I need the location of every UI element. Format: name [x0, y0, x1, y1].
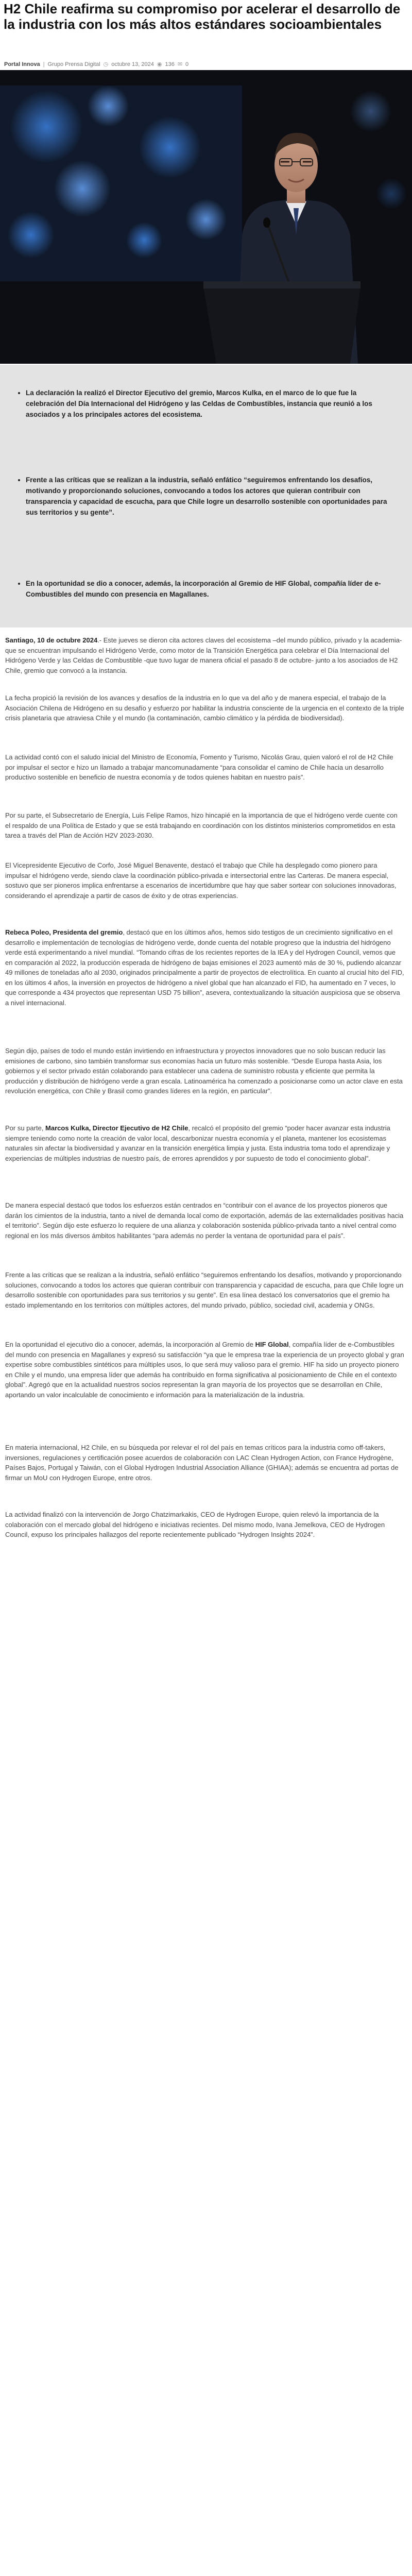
highlight-box [0, 365, 412, 442]
speaker-name: Rebeca Poleo, Presidenta del gremio [5, 928, 123, 936]
bokeh-light [54, 160, 111, 217]
highlight-item: • Frente a las críticas que se realizan a la industria, señaló enfático “seguiremos enfrentando los desafíos, motivando y proporcionando soluciones, convocando a todos los actores que quieran contribuir con transparencia y capacidad de escucha, para que Chile logre un desarrollo sostenible con oportunidades para sus territorios y su gente”. [26, 474, 391, 518]
body-paragraph: Por su parte, el Subsecretario de Energía, Luis Felipe Ramos, hizo hincapié en la importancia de que el hidrógeno verde cuente con el respaldo de una Política de Estado y que se está trabajando en coordinación con los distintos ministerios comprometidos en esta tarea a través del Plan de Acción H2V 2023-2030. [5, 811, 398, 839]
comment-icon[interactable]: ✉ [177, 61, 183, 67]
meta-separator: | [43, 61, 45, 67]
bokeh-light [185, 199, 227, 240]
publish-date: octubre 13, 2024 [111, 61, 154, 67]
author-link[interactable]: Portal Innova [4, 61, 40, 67]
body-paragraph: En la oportunidad el ejecutivo dio a conocer, además, la incorporación al Gremio de HIF Global, compañía líder de e-Combustibles del mundo con presencia en Magallanes y expresó su satisfacción “ya que le empresa trae la experiencia de un proyecto global y gran expertise sobre combustibles sintéticos para múltiples usos, lo que será muy valioso para el gremio. HIF ha sido un proyecto pionero en Chile y el mundo, una empresa líder que además ha contribuido en forma significativa al posicionamiento de Chile en el contexto global”. Agregó que en la actualidad nuestros socios representan la gran mayoría de los proyectos que se desarrollan en Chile, aportando un valor incalculable de conocimiento e información para la materialización de la industria. [5, 1341, 404, 1399]
bokeh-light [10, 91, 82, 163]
company-name: HIF Global [255, 1341, 289, 1348]
bokeh-light [126, 222, 162, 258]
body-paragraph: La actividad finalizó con la intervención de Jorgo Chatzimarkakis, CEO de Hydrogen Europe, quien relevó la importancia de la colaboración con el mercado global del hidrógeno e iniciativas recientes. Del mismo modo, Ivana Jemelkova, CEO de Hydrogen Council, expuso los principales hallazgos del reporte recientemente publicado “Hydrogen Insights 2024”. [5, 1511, 385, 1538]
comment-count[interactable]: 0 [185, 61, 189, 67]
highlight-item: • En la oportunidad se dio a conocer, además, la incorporación al Gremio de HIF Global, compañía líder de e-Combustibles del mundo con presencia en Magallanes. [26, 578, 391, 600]
body-paragraph: Santiago, 10 de octubre 2024.- Este jueves se dieron cita actores claves del ecosistema –del mundo público, privado y la academia- que se encuentran impulsando el Hidrógeno Verde, como motor de la Transición Energética para celebrar el Día Internacional del Hidrógeno Verde y las Celdas de Combustible -que tuvo lugar de manera oficial el pasado 8 de octubre- junto a los asociados de H2 Chile, gremio que convocó a la instancia. [5, 636, 402, 674]
bokeh-light [8, 212, 54, 258]
body-paragraph: Según dijo, países de todo el mundo están invirtiendo en infraestructura y proyectos innovadores que no solo buscan reducir las emisiones de carbono, sino también transformar sus economías hacia un futuro más sostenible. “Desde Europa hasta Asia, los gobiernos y el sector privado están colaborando para establecer una cadena de suministro robusta y eficiente que permita la producción y distribución de hidrógeno verde a gran escala. Latinoamérica ha comenzado a posicionarse como un actor clave en esta revolución energética, con Chile y Brasil como grandes líderes en la región, en particular”. [5, 1047, 403, 1095]
article-meta [4, 61, 406, 67]
highlight-box [0, 442, 412, 550]
body-paragraph: Frente a las críticas que se realizan a la industria, señaló enfático “seguiremos enfrentando los desafíos, motivando y proporcionando soluciones, convocando a todos los actores que quieran contribuir con transparencia y capacidad de escucha, para que Chile logre un desarrollo sostenible con oportunidades para sus territorios y su gente”. En esa línea destacó los conversatorios que el gremio ha estado implementando en los territorios con múltiples actores, del mundo privado, público, sociedad civil, academia y ONGs. [5, 1271, 404, 1309]
body-paragraph: La actividad contó con el saludo inicial del Ministro de Economía, Fomento y Turismo, Nicolás Grau, quien valoró el rol de H2 Chile por impulsar el sector e hizo un llamado a trabajar mancomunadamente “para consolidar el camino de Chile hacia un desarrollo productivo sostenible en beneficio de nuestra economía y de todos quienes habitan en nuestro país”. [5, 753, 393, 781]
source-link[interactable]: Grupo Prensa Digital [47, 61, 100, 67]
speaker-name: Marcos Kulka, Director Ejecutivo de H2 Chile [45, 1124, 188, 1132]
body-paragraph: En materia internacional, H2 Chile, en su búsqueda por relevar el rol del país en temas críticos para la industria como off-takers, inversiones, regulaciones y certificación posee acuerdos de colaboración con LAC Clean Hydrogen Action, con France Hydrogène, Países Bajos, Portugal y Taiwán, con el Global Hydrogen Industrial Association Alliance (GHIAA); además se encuentra ad portas de firmar un MoU con Hydrogen Europe, entre otros. [5, 1444, 399, 1482]
hero-image [0, 70, 412, 364]
body-paragraph: Por su parte, Marcos Kulka, Director Ejecutivo de H2 Chile, recalcó el propósito del gremio “poder hacer avanzar esta industria siempre teniendo como norte la creación de valor local, descarbonizar nuestra economía y el planeta, mantener los ecosistemas naturales sin afectar la biodiversidad y avanzar en la transición energética limpia y justa. Esta industria toma todo el aprendizaje y experiencias de múltiples industrias de nuestro país, de errores aprendidos y por supuesto de todo el conocimiento global”. [5, 1124, 390, 1162]
view-count: 136 [165, 61, 175, 67]
body-paragraph: De manera especial destacó que todos los esfuerzos están centrados en “contribuir con el avance de los proyectos pioneros que darán los cimientos de la industria, tanto a nivel de demanda local como de exportación, además de las externalidades positivas hacia el territorio”. Según dijo este esfuerzo lo requiere de una alianza y colaboración sostenida público-privada tanto a nivel central como regional en los más diversos ámbitos habilitantes “para además no perder la ventana de oportunidad para el país”. [5, 1201, 404, 1240]
bokeh-light [88, 86, 129, 127]
dateline: Santiago, 10 de octubre 2024 [5, 636, 98, 644]
hero-illustration [0, 70, 412, 364]
calendar-icon: ◷ [103, 61, 109, 67]
body-paragraph: El Vicepresidente Ejecutivo de Corfo, José Miguel Benavente, destacó el trabajo que Chile ha desplegado como pionero para impulsar el hidrógeno verde, siendo clave la coordinación público-privada e intersectorial entre las Carteras. De manera especial, sostuvo que ser pioneros implica enfrentarse a escenarios de incertidumbre que hay que saber sortear con soluciones innovadoras, considerando el aprendizaje a partir de casos de éxito y de otras experiencias. [5, 861, 397, 900]
eye-icon: ◉ [157, 61, 162, 67]
body-paragraph: Rebeca Poleo, Presidenta del gremio, destacó que en los últimos años, hemos sido testigos de un crecimiento significativo en el desarrollo e implementación de tecnologías de hidrógeno verde, donde cuenta del notable progreso que la industria del hidrógeno verde está experimentando a nivel mundial. “Tomando cifras de los recientes reportes de la IEA y del Hydrogen Council, vemos que en comparación al 2022, la producción esperada de hidrógeno de bajas emisiones el 2023 aumentó más de 30 %, pudiendo alcanzar 49 millones de toneladas año al 2030, originados principalmente a partir de proyectos de electrolítica. En cuanto al crucial hito del FID, en los últimos 4 años, la inversión en proyectos de hidrógeno a nivel global que han alcanzado el FID, ha aumentado en 7 veces, lo que corresponde a 434 proyectos que representan USD 75 billion”, asevera, contextualizando la situación auspiciosa que se observa a nivel internacional. [5, 928, 404, 1007]
bokeh-light [139, 116, 201, 178]
body-paragraph: La fecha propició la revisión de los avances y desafíos de la industria en lo que va del año y de manera especial, el trabajo de la Asociación Chilena de Hidrógeno en su desafío y esfuerzo por habilitar la industria consciente de la urgencia en el contexto de la triple crisis planetaria que atraviesa Chile y el mundo (la contaminación, cambio climático y la pérdida de biodiversidad). [5, 694, 404, 722]
article-title: H2 Chile reafirma su compromiso por acelerar el desarrollo de la industria con los más altos estándares socioambientales [4, 1, 401, 32]
highlight-box [0, 550, 412, 628]
highlight-item: • La declaración la realizó el Director Ejecutivo del gremio, Marcos Kulka, en el marco de lo que fue la celebración del Día Internacional del Hidrógeno y las Celdas de Combustibles, instancia que reunió a los asociados y a los principales actores del ecosistema. [26, 387, 391, 420]
